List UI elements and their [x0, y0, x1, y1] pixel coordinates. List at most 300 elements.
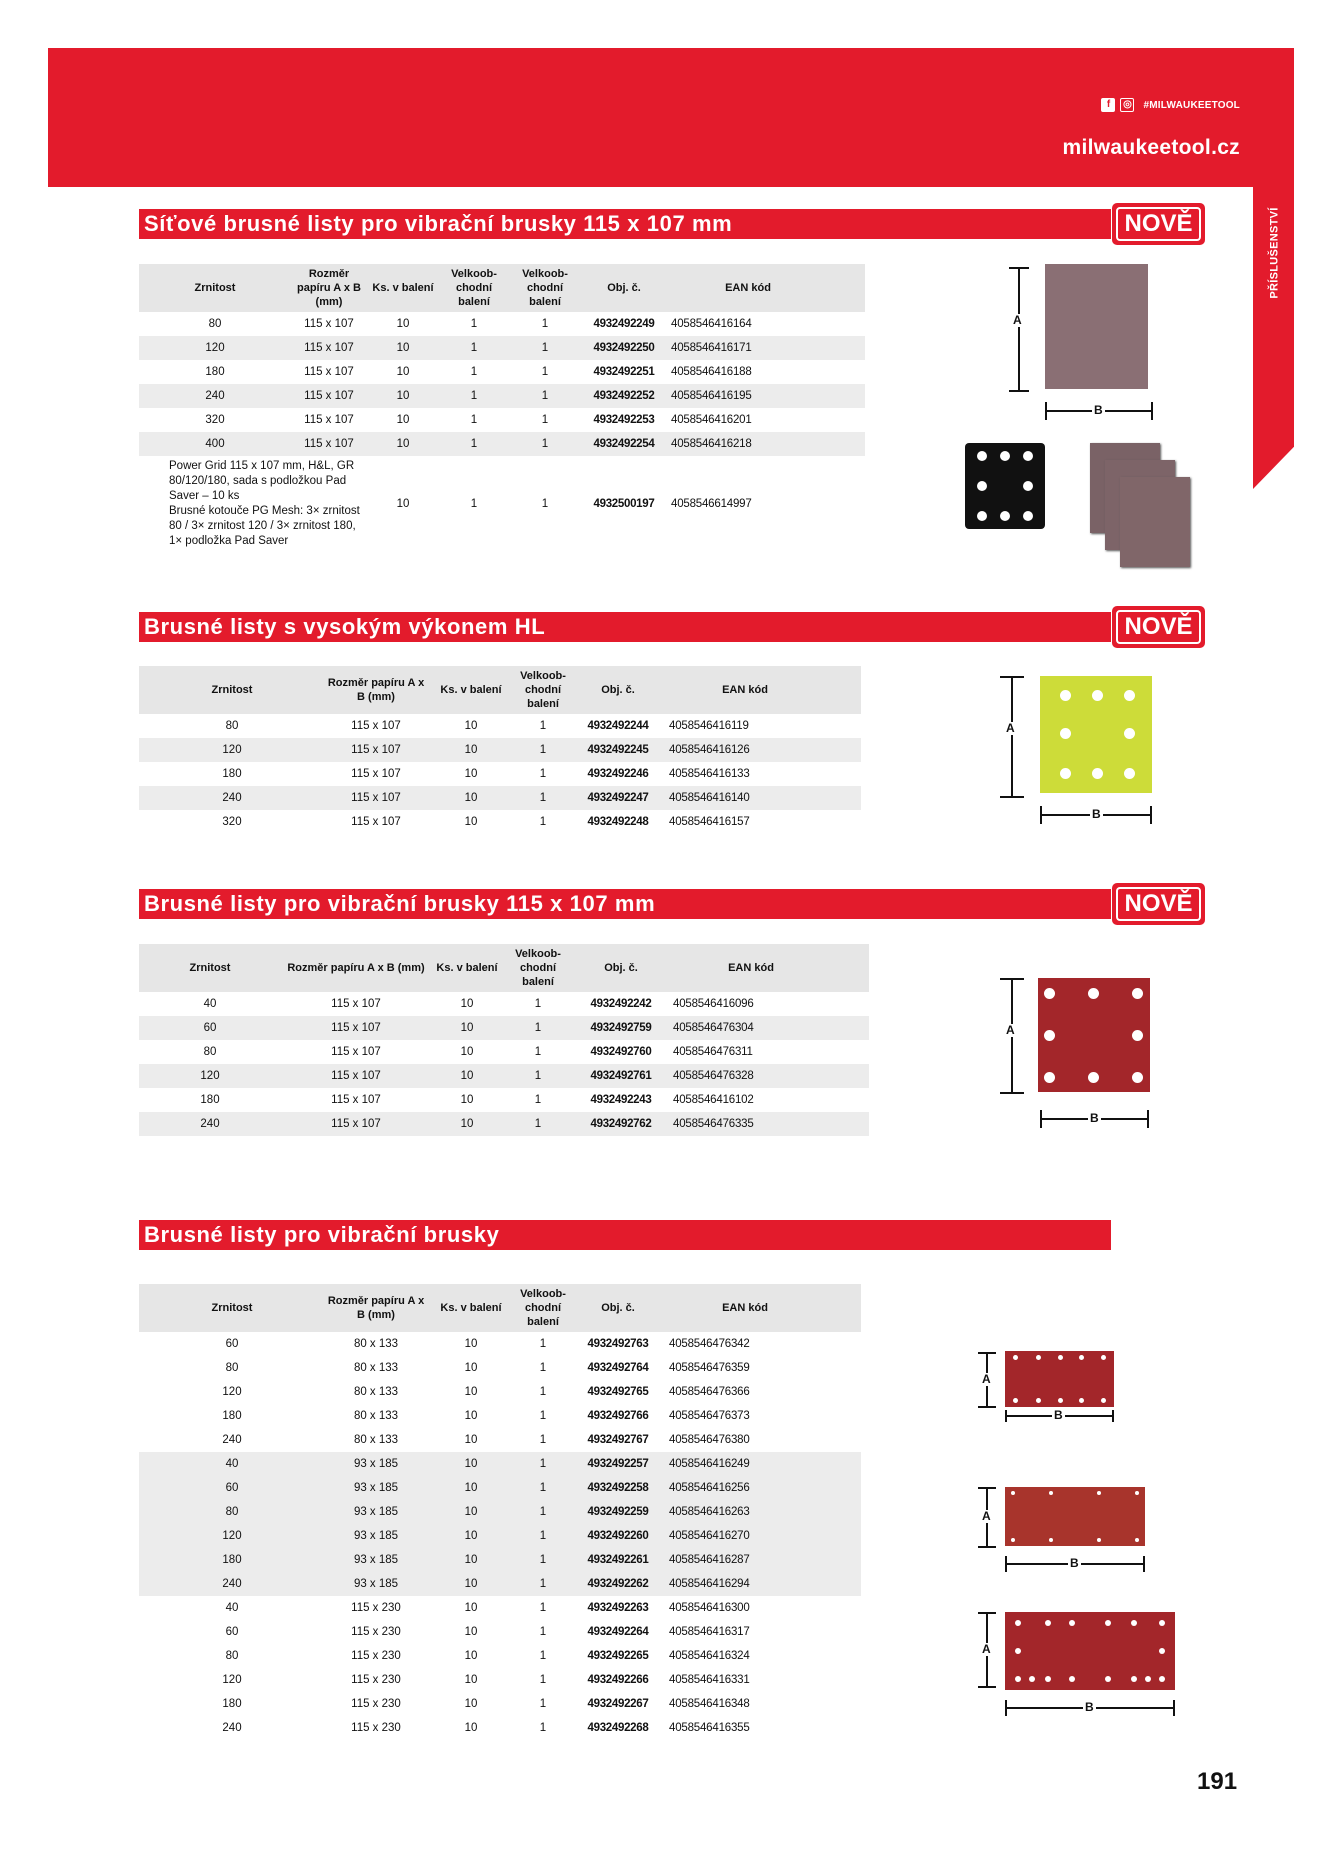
table-cell: 1 [509, 432, 581, 456]
table-cell: 1 [541, 318, 549, 330]
table-cell: 115 x 230 [351, 1626, 401, 1638]
table-cell: 1 [515, 738, 571, 762]
table-cell: 1 [541, 366, 549, 378]
table-cell: 115 x 107 [351, 816, 401, 828]
new-badge: NOVĚ [1112, 883, 1205, 925]
table-cell: 10 [464, 1362, 478, 1374]
table-cell: 80 [225, 1650, 239, 1662]
table-cell: 93 x 185 [325, 1476, 427, 1500]
ean-code: 4058546416249 [665, 1452, 825, 1476]
order-number: 4932492266 [587, 1674, 649, 1686]
table-cell: 1 [539, 1650, 547, 1662]
table-cell: 10 [396, 318, 410, 330]
order-number: 4932492264 [587, 1626, 649, 1638]
ean-code: 4058546476304 [669, 1016, 833, 1040]
table-cell: 10 [427, 738, 515, 762]
table-cell: 1 [539, 1362, 547, 1374]
ean-code: 4058546476373 [669, 1410, 750, 1422]
dimension-a-label: A [982, 1372, 991, 1386]
col-header: Zrnitost [139, 264, 291, 312]
table-cell: 80 [225, 720, 239, 732]
table-row [139, 1380, 861, 1404]
ean-code: 4058546416195 [667, 384, 829, 408]
table-cell: 240 [139, 384, 291, 408]
table-cell: 80 [139, 1500, 325, 1524]
table-row [139, 312, 865, 336]
table-cell: 1 [541, 498, 549, 510]
ean-code: 4058546416140 [665, 786, 825, 810]
order-number: 4932492267 [587, 1698, 649, 1710]
section-title-vibration: Brusné listy pro vibrační brusky 115 x 107 mm [139, 889, 1111, 919]
table-cell: 80 x 133 [353, 1338, 399, 1350]
order-number: 4932492249 [593, 318, 655, 330]
table-cell: 80 x 133 [353, 1362, 399, 1374]
table-cell: 115 x 107 [325, 738, 427, 762]
ean-code: 4058546416324 [669, 1650, 750, 1662]
table-cell: 10 [464, 1386, 478, 1398]
dimension-b-label: B [1054, 1408, 1063, 1422]
order-number: 4932492243 [590, 1094, 652, 1106]
table-cell: 1 [539, 816, 547, 828]
table-cell: 115 x 107 [291, 384, 367, 408]
ean-code: 4058546476328 [669, 1064, 833, 1088]
table-cell: 10 [460, 1094, 474, 1106]
ean-code: 4058546416331 [669, 1674, 750, 1686]
col-header: Velkoob-chodní balení [503, 944, 573, 992]
table-cell: 115 x 107 [281, 1016, 431, 1040]
table-row [139, 786, 861, 810]
table-cell: 1 [534, 1094, 542, 1106]
order-number: 4932492242 [590, 998, 652, 1010]
col-header: Ks. v balení [427, 1284, 515, 1332]
dimension-a-label: A [982, 1509, 991, 1523]
table-cell: 10 [427, 1524, 515, 1548]
ean-code: 4058546416188 [671, 366, 752, 378]
col-header: Rozměr papíru A x B (mm) [281, 944, 431, 992]
col-header: Rozměr papíru A x B (mm) [325, 666, 427, 714]
order-number: 4932492262 [571, 1572, 665, 1596]
section-title-hl: Brusné listy s vysokým výkonem HL [139, 612, 1111, 642]
table-cell: 93 x 185 [325, 1524, 427, 1548]
table-cell: 80 x 133 [353, 1410, 399, 1422]
table-cell: 10 [464, 1434, 478, 1446]
table-cell: 10 [427, 1500, 515, 1524]
ean-code: 4058546476359 [669, 1362, 750, 1374]
table-cell: 1 [503, 1016, 573, 1040]
table-cell: 10 [464, 1410, 478, 1422]
table-cell: 10 [464, 768, 478, 780]
ean-code: 4058546416102 [673, 1094, 754, 1106]
col-header: Obj. č. [571, 1284, 665, 1332]
table-cell: 115 x 230 [351, 1722, 401, 1734]
table-cell: 1 [534, 998, 542, 1010]
col-header: EAN kód [665, 1284, 825, 1332]
table-cell: 60 [139, 1016, 281, 1040]
table-cell: 115 x 230 [351, 1674, 401, 1686]
table-row [139, 714, 861, 738]
table-row [139, 1524, 861, 1548]
table-cell: 115 x 107 [291, 432, 367, 456]
table-cell: 1 [539, 1722, 547, 1734]
website-link[interactable]: milwaukeetool.cz [1062, 136, 1240, 159]
table-cell: 1 [470, 366, 478, 378]
table-cell: 180 [222, 1410, 242, 1422]
table-cell: 10 [464, 1338, 478, 1350]
table-cell: 240 [222, 1722, 242, 1734]
table-row [139, 1476, 861, 1500]
facebook-icon[interactable]: f [1101, 98, 1115, 112]
table-cell: 1 [470, 498, 478, 510]
table-cell: 180 [205, 366, 225, 378]
order-number: 4932492761 [573, 1064, 669, 1088]
order-number: 4932492258 [571, 1476, 665, 1500]
section-title-general: Brusné listy pro vibrační brusky [139, 1220, 1111, 1250]
col-header: Obj. č. [571, 666, 665, 714]
table-cell: 115 x 107 [281, 1112, 431, 1136]
table-cell: 115 x 107 [331, 998, 381, 1010]
order-number: 4932492261 [571, 1548, 665, 1572]
table-cell: 10 [367, 336, 439, 360]
side-label: PŘÍSLUŠENSTVÍ [1269, 206, 1281, 299]
col-header: Velkoob-chodní balení [439, 264, 509, 312]
table-cell: 80 [208, 318, 222, 330]
ean-code: 4058546416355 [669, 1722, 750, 1734]
col-header: EAN kód [667, 264, 829, 312]
table-cell: 93 x 185 [325, 1572, 427, 1596]
table-cell: 10 [427, 786, 515, 810]
ean-code: 4058546416317 [669, 1626, 750, 1638]
table-row [139, 1404, 861, 1428]
ean-code: 4058546416263 [665, 1500, 825, 1524]
table-cell: 180 [222, 1698, 242, 1710]
table-cell: 1 [539, 1698, 547, 1710]
table-cell: 1 [509, 384, 581, 408]
table-cell: 400 [139, 432, 291, 456]
table-cell: 1 [539, 1602, 547, 1614]
ean-code: 4058546476342 [669, 1338, 750, 1350]
table-cell: 10 [464, 1698, 478, 1710]
order-number: 4932492248 [587, 816, 649, 828]
order-number: 4932492764 [587, 1362, 649, 1374]
ean-code: 4058546416218 [667, 432, 829, 456]
table-cell: 10 [464, 816, 478, 828]
order-number: 4932492767 [587, 1434, 649, 1446]
dimension-a-label: A [1013, 313, 1022, 327]
table-cell: 115 x 107 [325, 786, 427, 810]
social-links [1101, 98, 1240, 112]
dimension-b-label: B [1094, 403, 1103, 417]
table-row [139, 360, 865, 384]
table-cell: 1 [539, 768, 547, 780]
table-cell: 1 [515, 786, 571, 810]
table-cell: 40 [225, 1602, 239, 1614]
set-description [139, 456, 367, 552]
table-cell: 115 x 107 [331, 1094, 381, 1106]
set-description-line: Power Grid 115 x 107 mm, H&L, GR 80/120/180, sada s podložkou Pad Saver – 10 ks [169, 460, 355, 502]
page-number: 191 [1197, 1768, 1238, 1795]
order-number: 4932492247 [571, 786, 665, 810]
ean-code: 4058546476366 [669, 1386, 750, 1398]
ean-code: 4058546416171 [667, 336, 829, 360]
table-cell: 115 x 230 [351, 1698, 401, 1710]
table-cell: 60 [225, 1338, 239, 1350]
table-cell: 115 x 107 [304, 318, 354, 330]
table-cell: 120 [222, 1386, 242, 1398]
table-row [139, 1112, 869, 1136]
dimension-b-label: B [1092, 807, 1101, 821]
dimension-b-label: B [1085, 1700, 1094, 1714]
table-cell: 320 [222, 816, 242, 828]
ean-code: 4058546416300 [669, 1602, 750, 1614]
set-description-line: Brusné kotouče PG Mesh: 3× zrnitost 80 / 3× zrnitost 120 / 3× zrnitost 180, 1× podložka Pad Saver [169, 505, 360, 547]
table-cell: 1 [541, 414, 549, 426]
table-cell: 180 [222, 768, 242, 780]
order-number: 4932492245 [571, 738, 665, 762]
order-number: 4932492254 [581, 432, 667, 456]
dimension-a-label: A [982, 1642, 991, 1656]
table-cell: 1 [439, 384, 509, 408]
order-number: 4932492760 [590, 1046, 652, 1058]
table-row [139, 1572, 861, 1596]
ean-code: 4058546416133 [669, 768, 750, 780]
table-cell: 1 [539, 1338, 547, 1350]
dimension-a-label: A [1006, 721, 1015, 735]
order-number: 4932492765 [587, 1386, 649, 1398]
ean-code: 4058546614997 [671, 498, 752, 510]
order-number: 4932492259 [571, 1500, 665, 1524]
table-row [139, 1596, 861, 1620]
table-cell: 10 [464, 1674, 478, 1686]
table-row [139, 1620, 861, 1644]
table-cell: 10 [427, 1476, 515, 1500]
table-cell: 10 [396, 366, 410, 378]
table-cell: 10 [431, 1016, 503, 1040]
table-row [139, 1716, 861, 1740]
table-cell: 115 x 230 [351, 1602, 401, 1614]
order-number: 4932492250 [581, 336, 667, 360]
order-number: 4932492251 [593, 366, 655, 378]
col-header: Obj. č. [573, 944, 669, 992]
ean-code: 4058546416157 [669, 816, 750, 828]
table-row [139, 1064, 869, 1088]
table-cell: 1 [439, 432, 509, 456]
col-header: Zrnitost [139, 1284, 325, 1332]
table-cell: 1 [509, 336, 581, 360]
table-general [139, 1284, 861, 1740]
table-row [139, 810, 861, 834]
table-cell: 10 [464, 720, 478, 732]
table-cell: 320 [205, 414, 225, 426]
table-row [139, 408, 865, 432]
ean-code: 4058546416119 [669, 720, 749, 732]
table-row [139, 1428, 861, 1452]
table-cell: 1 [503, 1112, 573, 1136]
order-number: 4932492265 [587, 1650, 649, 1662]
table-cell: 240 [222, 1434, 242, 1446]
table-cell: 10 [460, 998, 474, 1010]
table-row [139, 384, 865, 408]
table-cell: 10 [431, 1112, 503, 1136]
dimension-b-label: B [1070, 1556, 1079, 1570]
table-cell: 120 [139, 336, 291, 360]
table-cell: 115 x 107 [351, 720, 401, 732]
table-cell: 115 x 107 [304, 366, 354, 378]
ean-code: 4058546416201 [671, 414, 752, 426]
ean-code: 4058546416256 [665, 1476, 825, 1500]
table-row [139, 1332, 861, 1356]
table-cell: 1 [470, 318, 478, 330]
table-cell: 120 [222, 1674, 242, 1686]
table-cell: 10 [427, 1572, 515, 1596]
col-header: Velkoob-chodní balení [515, 666, 571, 714]
col-header: Obj. č. [581, 264, 667, 312]
table-cell: 1 [539, 720, 547, 732]
order-number: 4932492766 [587, 1410, 649, 1422]
instagram-icon[interactable]: ◎ [1120, 98, 1134, 112]
table-cell: 60 [225, 1626, 239, 1638]
table-hl [139, 666, 861, 834]
table-cell: 1 [515, 1548, 571, 1572]
table-row [139, 1500, 861, 1524]
table-row [139, 1692, 861, 1716]
table-row [139, 1548, 861, 1572]
table-cell: 60 [139, 1476, 325, 1500]
dimension-b-label: B [1090, 1111, 1099, 1125]
table-cell: 240 [139, 786, 325, 810]
table-cell: 115 x 230 [351, 1650, 401, 1662]
order-number: 4932500197 [593, 498, 655, 510]
table-cell: 10 [396, 498, 410, 510]
table-cell: 240 [139, 1572, 325, 1596]
pad-saver-image [965, 443, 1045, 529]
ean-code: 4058546416126 [665, 738, 825, 762]
ean-code: 4058546416096 [673, 998, 754, 1010]
table-cell: 93 x 185 [325, 1548, 427, 1572]
order-number: 4932492253 [593, 414, 655, 426]
table-row [139, 738, 861, 762]
order-number: 4932492246 [587, 768, 649, 780]
table-row [139, 1452, 861, 1476]
table-cell: 1 [515, 1524, 571, 1548]
col-header: EAN kód [669, 944, 833, 992]
table-cell: 80 x 133 [353, 1386, 399, 1398]
order-number: 4932492268 [587, 1722, 649, 1734]
table-cell: 1 [534, 1046, 542, 1058]
col-header: Ks. v balení [367, 264, 439, 312]
table-cell: 1 [539, 1434, 547, 1446]
table-cell: 115 x 107 [281, 1064, 431, 1088]
new-badge: NOVĚ [1112, 606, 1205, 648]
table-row [139, 1356, 861, 1380]
table-cell: 10 [464, 1650, 478, 1662]
table-cell: 1 [539, 1410, 547, 1422]
table-row [139, 432, 865, 456]
ean-code: 4058546416287 [665, 1548, 825, 1572]
table-cell: 240 [139, 1112, 281, 1136]
table-cell: 115 x 107 [351, 768, 401, 780]
table-row [139, 1016, 869, 1040]
table-cell: 93 x 185 [325, 1500, 427, 1524]
section-title-mesh: Síťové brusné listy pro vibrační brusky 115 x 107 mm [139, 209, 1111, 239]
ean-code: 4058546476380 [669, 1434, 750, 1446]
col-header: Rozměr papíru A x B (mm) [291, 264, 367, 312]
table-cell: 1 [515, 1572, 571, 1596]
table-row [139, 992, 869, 1016]
table-cell: 115 x 107 [331, 1046, 381, 1058]
table-cell: 10 [367, 432, 439, 456]
table-row [139, 336, 865, 360]
col-header: Velkoob-chodní balení [509, 264, 581, 312]
table-vibration [139, 944, 869, 1136]
table-row-set [139, 456, 865, 552]
table-cell: 80 x 133 [353, 1434, 399, 1446]
ean-code: 4058546476311 [673, 1046, 753, 1058]
ean-code: 4058546416294 [665, 1572, 825, 1596]
order-number: 4932492244 [587, 720, 649, 732]
ean-code: 4058546416164 [671, 318, 752, 330]
table-cell: 115 x 107 [291, 336, 367, 360]
col-header: EAN kód [665, 666, 825, 714]
new-badge: NOVĚ [1112, 203, 1205, 245]
table-cell: 10 [464, 1626, 478, 1638]
table-cell: 10 [431, 1064, 503, 1088]
table-cell: 10 [367, 384, 439, 408]
table-cell: 1 [515, 1452, 571, 1476]
table-row [139, 1644, 861, 1668]
table-row [139, 1088, 869, 1112]
order-number: 4932492759 [573, 1016, 669, 1040]
table-cell: 1 [539, 1674, 547, 1686]
col-header: Ks. v balení [431, 944, 503, 992]
table-cell: 10 [396, 414, 410, 426]
order-number: 4932492263 [587, 1602, 649, 1614]
col-header: Zrnitost [139, 666, 325, 714]
table-row [139, 762, 861, 786]
table-row [139, 1040, 869, 1064]
table-cell: 40 [139, 1452, 325, 1476]
order-number: 4932492252 [581, 384, 667, 408]
table-cell: 180 [139, 1548, 325, 1572]
hashtag[interactable]: #MILWAUKEETOOL [1143, 99, 1240, 111]
table-cell: 1 [439, 336, 509, 360]
mesh-sheet-image [1120, 477, 1190, 567]
table-mesh [139, 264, 865, 552]
table-cell: 80 [203, 1046, 217, 1058]
table-cell: 93 x 185 [325, 1452, 427, 1476]
table-cell: 1 [515, 1500, 571, 1524]
table-cell: 1 [503, 1064, 573, 1088]
col-header: Ks. v balení [427, 666, 515, 714]
table-cell: 120 [139, 1524, 325, 1548]
col-header: Velkoob-chodní balení [515, 1284, 571, 1332]
order-number: 4932492260 [571, 1524, 665, 1548]
dimension-a-label: A [1006, 1023, 1015, 1037]
table-cell: 1 [470, 414, 478, 426]
table-cell: 10 [427, 1548, 515, 1572]
table-cell: 120 [139, 1064, 281, 1088]
table-cell: 80 [225, 1362, 239, 1374]
header-banner [48, 48, 1294, 187]
table-cell: 40 [203, 998, 217, 1010]
ean-code: 4058546416270 [665, 1524, 825, 1548]
table-cell: 10 [464, 1722, 478, 1734]
col-header: Zrnitost [139, 944, 281, 992]
table-cell: 1 [539, 1386, 547, 1398]
order-number: 4932492762 [573, 1112, 669, 1136]
ean-code: 4058546476335 [669, 1112, 833, 1136]
col-header: Rozměr papíru A x B (mm) [325, 1284, 427, 1332]
table-cell: 10 [427, 1452, 515, 1476]
